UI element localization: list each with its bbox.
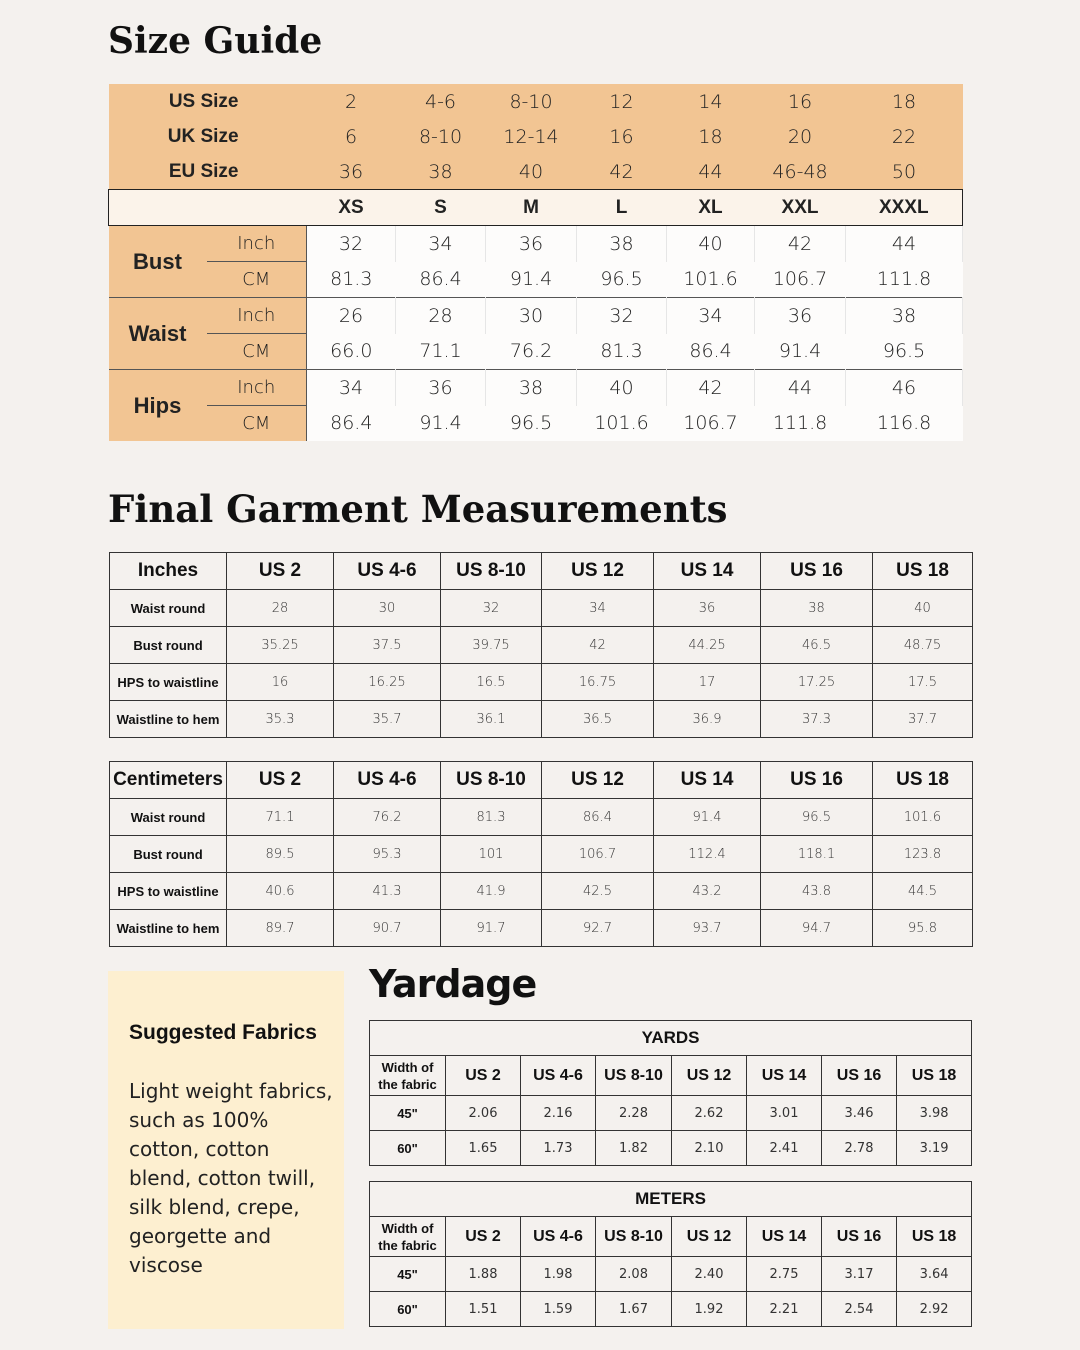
letter-size-row (109, 190, 963, 226)
size-value: 8-10 (486, 84, 577, 119)
size-value: 6 (307, 119, 396, 154)
letter-size: XXXL (846, 190, 963, 226)
column-header: US 18 (897, 1217, 972, 1257)
table-cell: 35.25 (227, 627, 334, 664)
table-cell: 1.88 (446, 1257, 521, 1292)
measurement-value: 44 (755, 370, 846, 406)
table-caption-row (370, 1021, 972, 1056)
suggested-fabrics-panel (108, 971, 344, 1329)
table-row (110, 799, 973, 836)
measurement-value: 86.4 (396, 262, 486, 298)
measurement-value: 111.8 (846, 262, 963, 298)
body-measurement-row (109, 334, 963, 370)
table-cell: 46.5 (761, 627, 873, 664)
column-header: US 8-10 (441, 762, 542, 799)
table-cell: 44.25 (654, 627, 761, 664)
table-row (110, 836, 973, 873)
table-cell: 3.19 (897, 1131, 972, 1166)
size-value: 18 (846, 84, 963, 119)
size-value: 22 (846, 119, 963, 154)
column-header: US 14 (747, 1056, 822, 1096)
table-cell: 44.5 (873, 873, 973, 910)
column-header: US 4-6 (521, 1217, 596, 1257)
measurement-value: 34 (307, 370, 396, 406)
size-value: 16 (755, 84, 846, 119)
table-cell: 96.5 (761, 799, 873, 836)
measurement-value: 106.7 (667, 406, 755, 442)
table-cell: 38 (761, 590, 873, 627)
table-cell: 86.4 (542, 799, 654, 836)
table-cell: 94.7 (761, 910, 873, 947)
table-row (110, 873, 973, 910)
table-cell: 48.75 (873, 627, 973, 664)
table-cell: 3.46 (822, 1096, 897, 1131)
table-caption: METERS (370, 1182, 972, 1217)
table-row (370, 1257, 972, 1292)
table-row (110, 664, 973, 701)
body-measurement-row (109, 262, 963, 298)
column-header: US 18 (897, 1056, 972, 1096)
size-value: 18 (667, 119, 755, 154)
unit-label-cm: CM (207, 334, 307, 370)
table-cell: 30 (334, 590, 441, 627)
row-label: Bust round (110, 836, 227, 873)
measurement-value: 34 (667, 298, 755, 334)
column-header: US 12 (542, 762, 654, 799)
measurement-value: 81.3 (307, 262, 396, 298)
column-header: US 16 (822, 1217, 897, 1257)
column-header: US 16 (761, 762, 873, 799)
table-cell: 2.78 (822, 1131, 897, 1166)
column-header: US 16 (822, 1056, 897, 1096)
table-cell: 101 (441, 836, 542, 873)
size-row-label: US Size (109, 84, 307, 119)
table-caption-row (370, 1182, 972, 1217)
size-row-label: UK Size (109, 119, 307, 154)
measurement-value: 71.1 (396, 334, 486, 370)
measurement-value: 96.5 (846, 334, 963, 370)
measurement-value: 111.8 (755, 406, 846, 442)
measurement-value: 91.4 (486, 262, 577, 298)
table-cell: 35.7 (334, 701, 441, 738)
table-cell: 118.1 (761, 836, 873, 873)
unit-label-inch: Inch (207, 226, 307, 262)
table-cell: 89.7 (227, 910, 334, 947)
measurement-value: 96.5 (577, 262, 667, 298)
row-label: 45" (370, 1257, 446, 1292)
row-label: 60" (370, 1292, 446, 1327)
table-cell: 1.65 (446, 1131, 521, 1166)
table-cell: 106.7 (542, 836, 654, 873)
letter-size: XS (307, 190, 396, 226)
table-cell: 71.1 (227, 799, 334, 836)
measurement-value: 28 (396, 298, 486, 334)
table-cell: 1.59 (521, 1292, 596, 1327)
table-row (370, 1131, 972, 1166)
unit-label-cm: CM (207, 262, 307, 298)
table-row (110, 627, 973, 664)
size-value: 50 (846, 154, 963, 190)
measurement-value: 36 (486, 226, 577, 262)
table-cell: 89.5 (227, 836, 334, 873)
measurement-value: 46 (846, 370, 963, 406)
measurement-value: 66.0 (307, 334, 396, 370)
meters-table (369, 1181, 972, 1327)
size-value: 16 (577, 119, 667, 154)
column-header: Inches (110, 553, 227, 590)
table-cell: 112.4 (654, 836, 761, 873)
column-header: US 4-6 (334, 553, 441, 590)
table-cell: 17 (654, 664, 761, 701)
table-cell: 2.54 (822, 1292, 897, 1327)
measurement-value: 26 (307, 298, 396, 334)
measurement-value: 38 (846, 298, 963, 334)
table-cell: 2.21 (747, 1292, 822, 1327)
size-guide-table (108, 84, 963, 441)
measurement-value: 36 (396, 370, 486, 406)
table-cell: 2.28 (596, 1096, 672, 1131)
body-measurement-row (109, 226, 963, 262)
table-cell: 81.3 (441, 799, 542, 836)
table-cell: 2.92 (897, 1292, 972, 1327)
suggested-fabrics-title: Suggested Fabrics (129, 1021, 317, 1044)
table-cell: 2.41 (747, 1131, 822, 1166)
table-header-row (110, 553, 973, 590)
row-label: Bust round (110, 627, 227, 664)
size-value: 12 (577, 84, 667, 119)
table-row (370, 1292, 972, 1327)
table-row (370, 1096, 972, 1131)
row-label: Waist round (110, 799, 227, 836)
table-cell: 36 (654, 590, 761, 627)
table-cell: 2.40 (672, 1257, 747, 1292)
table-cell: 1.67 (596, 1292, 672, 1327)
table-header-row (370, 1217, 972, 1257)
letter-size: L (577, 190, 667, 226)
measurement-value: 86.4 (307, 406, 396, 442)
size-value: 44 (667, 154, 755, 190)
body-measurement-row (109, 370, 963, 406)
measurement-value: 101.6 (667, 262, 755, 298)
table-cell: 91.7 (441, 910, 542, 947)
table-cell: 1.92 (672, 1292, 747, 1327)
table-cell: 1.98 (521, 1257, 596, 1292)
measurement-value: 106.7 (755, 262, 846, 298)
column-header: Centimeters (110, 762, 227, 799)
table-cell: 2.62 (672, 1096, 747, 1131)
table-cell: 2.16 (521, 1096, 596, 1131)
table-cell: 16 (227, 664, 334, 701)
size-conversion-row (109, 154, 963, 190)
measurement-value: 32 (577, 298, 667, 334)
width-of-fabric-line: Width of (381, 1220, 434, 1236)
size-value: 38 (396, 154, 486, 190)
row-label: Waistline to hem (110, 910, 227, 947)
table-cell: 36.9 (654, 701, 761, 738)
table-cell: 41.9 (441, 873, 542, 910)
measurement-value: 91.4 (396, 406, 486, 442)
row-label: Waist round (110, 590, 227, 627)
table-cell: 123.8 (873, 836, 973, 873)
letter-size: M (486, 190, 577, 226)
column-header: US 8-10 (596, 1056, 672, 1096)
width-of-fabric-header (370, 1217, 446, 1257)
table-cell: 16.5 (441, 664, 542, 701)
table-cell: 42 (542, 627, 654, 664)
measurement-value: 36 (755, 298, 846, 334)
table-cell: 2.06 (446, 1096, 521, 1131)
table-cell: 16.25 (334, 664, 441, 701)
row-label: HPS to waistline (110, 873, 227, 910)
table-cell: 3.98 (897, 1096, 972, 1131)
unit-label-cm: CM (207, 406, 307, 442)
size-value: 12-14 (486, 119, 577, 154)
column-header: US 16 (761, 553, 873, 590)
size-value: 4-6 (396, 84, 486, 119)
body-measurement-row (109, 298, 963, 334)
measurement-value: 86.4 (667, 334, 755, 370)
table-cell: 16.75 (542, 664, 654, 701)
column-header: US 18 (873, 553, 973, 590)
table-cell: 76.2 (334, 799, 441, 836)
yardage-title: Yardage (369, 962, 537, 1006)
column-header: US 12 (672, 1056, 747, 1096)
table-cell: 95.8 (873, 910, 973, 947)
column-header: US 4-6 (334, 762, 441, 799)
table-cell: 101.6 (873, 799, 973, 836)
table-cell: 40.6 (227, 873, 334, 910)
column-header: US 14 (654, 553, 761, 590)
table-cell: 32 (441, 590, 542, 627)
letter-size: XXL (755, 190, 846, 226)
size-value: 20 (755, 119, 846, 154)
column-header: US 18 (873, 762, 973, 799)
width-of-fabric-line: the fabric (378, 1237, 437, 1253)
size-guide-title: Size Guide (108, 20, 323, 62)
column-header: US 14 (654, 762, 761, 799)
table-cell: 28 (227, 590, 334, 627)
table-cell: 17.5 (873, 664, 973, 701)
row-label: 45" (370, 1096, 446, 1131)
table-cell: 36.1 (441, 701, 542, 738)
width-of-fabric-header (370, 1056, 446, 1096)
table-cell: 37.7 (873, 701, 973, 738)
unit-label-inch: Inch (207, 370, 307, 406)
table-caption: YARDS (370, 1021, 972, 1056)
column-header: US 2 (227, 553, 334, 590)
column-header: US 12 (672, 1217, 747, 1257)
column-header: US 8-10 (596, 1217, 672, 1257)
size-value: 36 (307, 154, 396, 190)
width-of-fabric-line: Width of (381, 1059, 434, 1075)
table-cell: 37.5 (334, 627, 441, 664)
body-measurement-row (109, 406, 963, 442)
measurement-value: 96.5 (486, 406, 577, 442)
measurement-value: 38 (577, 226, 667, 262)
suggested-fabrics-text: Light weight fabrics, such as 100% cotton, cotton blend, cotton twill, silk blend, crepe, georgette and viscose (129, 1079, 333, 1277)
table-cell: 92.7 (542, 910, 654, 947)
table-cell: 35.3 (227, 701, 334, 738)
table-cell: 2.10 (672, 1131, 747, 1166)
width-of-fabric-line: the fabric (378, 1076, 437, 1092)
measurement-value: 81.3 (577, 334, 667, 370)
measurement-value: 30 (486, 298, 577, 334)
letter-size: XL (667, 190, 755, 226)
table-cell: 1.82 (596, 1131, 672, 1166)
column-header: US 2 (227, 762, 334, 799)
size-conversion-row (109, 119, 963, 154)
table-row (110, 590, 973, 627)
measurement-value: 42 (667, 370, 755, 406)
letter-size-blank (109, 190, 307, 226)
size-row-label: EU Size (109, 154, 307, 190)
table-header-row (370, 1056, 972, 1096)
measurement-value: 76.2 (486, 334, 577, 370)
size-value: 42 (577, 154, 667, 190)
measurement-value: 32 (307, 226, 396, 262)
row-label: 60" (370, 1131, 446, 1166)
measurement-value: 101.6 (577, 406, 667, 442)
table-cell: 90.7 (334, 910, 441, 947)
table-row (110, 701, 973, 738)
column-header: US 2 (446, 1217, 521, 1257)
measurement-value: 34 (396, 226, 486, 262)
yards-table (369, 1020, 972, 1166)
size-value: 40 (486, 154, 577, 190)
measurement-value: 40 (667, 226, 755, 262)
size-value: 46-48 (755, 154, 846, 190)
table-cell: 43.8 (761, 873, 873, 910)
table-cell: 37.3 (761, 701, 873, 738)
size-value: 2 (307, 84, 396, 119)
column-header: US 8-10 (441, 553, 542, 590)
size-conversion-row (109, 84, 963, 119)
table-cell: 95.3 (334, 836, 441, 873)
column-header: US 4-6 (521, 1056, 596, 1096)
table-cell: 93.7 (654, 910, 761, 947)
table-cell: 40 (873, 590, 973, 627)
table-cell: 43.2 (654, 873, 761, 910)
table-cell: 41.3 (334, 873, 441, 910)
table-cell: 42.5 (542, 873, 654, 910)
measurement-value: 42 (755, 226, 846, 262)
table-header-row (110, 762, 973, 799)
table-cell: 2.75 (747, 1257, 822, 1292)
table-cell: 3.17 (822, 1257, 897, 1292)
inches-measurements-table (109, 552, 973, 738)
table-cell: 34 (542, 590, 654, 627)
table-cell: 1.73 (521, 1131, 596, 1166)
measurement-value: 38 (486, 370, 577, 406)
measurement-value: 116.8 (846, 406, 963, 442)
row-label: Waistline to hem (110, 701, 227, 738)
table-cell: 3.64 (897, 1257, 972, 1292)
column-header: US 14 (747, 1217, 822, 1257)
column-header: US 12 (542, 553, 654, 590)
body-measurement-label: Bust (109, 226, 207, 298)
table-row (110, 910, 973, 947)
size-value: 8-10 (396, 119, 486, 154)
table-cell: 17.25 (761, 664, 873, 701)
body-measurement-label: Waist (109, 298, 207, 370)
measurement-value: 40 (577, 370, 667, 406)
table-cell: 36.5 (542, 701, 654, 738)
table-cell: 2.08 (596, 1257, 672, 1292)
table-cell: 1.51 (446, 1292, 521, 1327)
body-measurement-label: Hips (109, 370, 207, 442)
size-value: 14 (667, 84, 755, 119)
letter-size: S (396, 190, 486, 226)
centimeters-measurements-table (109, 761, 973, 947)
column-header: US 2 (446, 1056, 521, 1096)
measurement-value: 44 (846, 226, 963, 262)
unit-label-inch: Inch (207, 298, 307, 334)
final-measurements-title: Final Garment Measurements (108, 487, 728, 531)
measurement-value: 91.4 (755, 334, 846, 370)
table-cell: 3.01 (747, 1096, 822, 1131)
table-cell: 91.4 (654, 799, 761, 836)
row-label: HPS to waistline (110, 664, 227, 701)
table-cell: 39.75 (441, 627, 542, 664)
